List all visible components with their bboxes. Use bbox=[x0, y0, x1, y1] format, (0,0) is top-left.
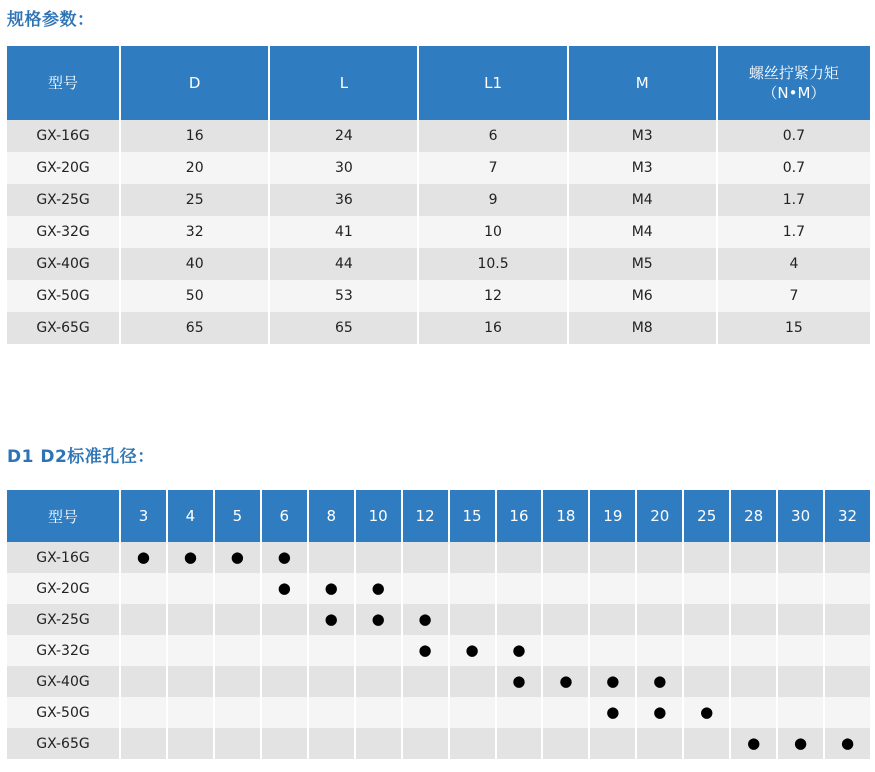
cell-bore bbox=[309, 604, 354, 635]
cell-l1: 7 bbox=[419, 152, 566, 184]
table-row bbox=[7, 666, 870, 697]
cell-model: GX-25G bbox=[7, 184, 119, 216]
bore-table bbox=[5, 489, 872, 759]
cell-bore bbox=[215, 604, 260, 635]
cell-torque: 1.7 bbox=[718, 216, 870, 248]
cell-bore bbox=[168, 542, 213, 573]
cell-bore bbox=[731, 697, 776, 728]
header-torque-label: 螺丝拧紧力矩 bbox=[748, 64, 839, 82]
cell-bore bbox=[215, 666, 260, 697]
cell-bore bbox=[731, 604, 776, 635]
cell-bore bbox=[684, 728, 729, 759]
cell-model: GX-50G bbox=[7, 697, 119, 728]
cell-bore bbox=[590, 604, 635, 635]
cell-bore bbox=[121, 573, 166, 604]
cell-l: 44 bbox=[270, 248, 417, 280]
cell-bore bbox=[168, 573, 213, 604]
cell-l1: 9 bbox=[419, 184, 566, 216]
availability-dot: ● bbox=[230, 547, 244, 566]
cell-bore bbox=[684, 573, 729, 604]
cell-bore bbox=[121, 666, 166, 697]
cell-bore bbox=[309, 697, 354, 728]
cell-model: GX-50G bbox=[7, 280, 119, 312]
cell-bore bbox=[121, 635, 166, 666]
header-l: L bbox=[270, 45, 417, 120]
cell-bore bbox=[215, 573, 260, 604]
bore-header-row bbox=[7, 489, 870, 542]
availability-dot: ● bbox=[324, 609, 338, 628]
bore-header-size: 5 bbox=[215, 489, 260, 542]
header-torque-unit: （N•M） bbox=[762, 84, 826, 102]
cell-bore bbox=[356, 697, 401, 728]
cell-bore bbox=[590, 666, 635, 697]
availability-dot: ● bbox=[371, 578, 385, 597]
bore-header-size: 32 bbox=[825, 489, 870, 542]
cell-bore bbox=[778, 542, 823, 573]
cell-l: 53 bbox=[270, 280, 417, 312]
bore-header-size: 30 bbox=[778, 489, 823, 542]
cell-bore bbox=[262, 666, 307, 697]
cell-bore bbox=[637, 697, 682, 728]
cell-bore bbox=[825, 573, 870, 604]
bore-header-size: 28 bbox=[731, 489, 776, 542]
cell-bore bbox=[403, 666, 448, 697]
cell-bore bbox=[825, 697, 870, 728]
bore-header-size: 25 bbox=[684, 489, 729, 542]
bore-header-size: 15 bbox=[450, 489, 495, 542]
cell-torque: 0.7 bbox=[718, 120, 870, 152]
cell-bore bbox=[450, 635, 495, 666]
cell-bore bbox=[497, 542, 542, 573]
bore-header-size: 6 bbox=[262, 489, 307, 542]
spec-header-row bbox=[7, 45, 870, 120]
header-d: D bbox=[121, 45, 268, 120]
cell-model: GX-32G bbox=[7, 635, 119, 666]
cell-bore bbox=[356, 573, 401, 604]
cell-l: 36 bbox=[270, 184, 417, 216]
cell-bore bbox=[403, 542, 448, 573]
bore-header-size: 3 bbox=[121, 489, 166, 542]
cell-bore bbox=[825, 604, 870, 635]
cell-model: GX-20G bbox=[7, 152, 119, 184]
cell-bore bbox=[637, 666, 682, 697]
cell-model: GX-32G bbox=[7, 216, 119, 248]
cell-model: GX-16G bbox=[7, 542, 119, 573]
cell-bore bbox=[825, 635, 870, 666]
cell-l: 41 bbox=[270, 216, 417, 248]
availability-dot: ● bbox=[606, 702, 620, 721]
table-row bbox=[7, 604, 870, 635]
cell-bore bbox=[590, 635, 635, 666]
cell-l1: 10.5 bbox=[419, 248, 566, 280]
cell-bore bbox=[684, 666, 729, 697]
availability-dot: ● bbox=[183, 547, 197, 566]
availability-dot: ● bbox=[653, 702, 667, 721]
bore-header-size: 4 bbox=[168, 489, 213, 542]
cell-l1: 16 bbox=[419, 312, 566, 344]
cell-model: GX-20G bbox=[7, 573, 119, 604]
cell-bore bbox=[543, 573, 588, 604]
cell-bore bbox=[168, 604, 213, 635]
cell-bore bbox=[262, 728, 307, 759]
bore-header-size: 16 bbox=[497, 489, 542, 542]
table-row bbox=[7, 120, 870, 152]
cell-bore bbox=[450, 604, 495, 635]
cell-bore bbox=[497, 666, 542, 697]
cell-d: 65 bbox=[121, 312, 268, 344]
cell-bore bbox=[403, 604, 448, 635]
cell-bore bbox=[168, 666, 213, 697]
cell-l1: 10 bbox=[419, 216, 566, 248]
cell-bore bbox=[309, 542, 354, 573]
availability-dot: ● bbox=[559, 671, 573, 690]
bore-header-size: 19 bbox=[590, 489, 635, 542]
bore-header-size: 8 bbox=[309, 489, 354, 542]
cell-d: 20 bbox=[121, 152, 268, 184]
spec-table bbox=[5, 45, 872, 344]
cell-bore bbox=[168, 697, 213, 728]
cell-bore bbox=[450, 542, 495, 573]
cell-m: M3 bbox=[569, 152, 716, 184]
bore-header-model: 型号 bbox=[7, 489, 119, 542]
availability-dot: ● bbox=[465, 640, 479, 659]
cell-bore bbox=[403, 573, 448, 604]
availability-dot: ● bbox=[277, 578, 291, 597]
cell-bore bbox=[309, 635, 354, 666]
cell-torque: 1.7 bbox=[718, 184, 870, 216]
header-torque bbox=[718, 45, 870, 120]
cell-bore bbox=[778, 697, 823, 728]
cell-d: 50 bbox=[121, 280, 268, 312]
cell-bore bbox=[215, 542, 260, 573]
cell-bore bbox=[543, 542, 588, 573]
cell-bore bbox=[262, 573, 307, 604]
cell-bore bbox=[731, 635, 776, 666]
cell-bore bbox=[356, 542, 401, 573]
cell-model: GX-16G bbox=[7, 120, 119, 152]
cell-bore bbox=[825, 666, 870, 697]
bore-header-size: 10 bbox=[356, 489, 401, 542]
availability-dot: ● bbox=[277, 547, 291, 566]
cell-model: GX-40G bbox=[7, 666, 119, 697]
table-row bbox=[7, 573, 870, 604]
cell-bore bbox=[497, 604, 542, 635]
cell-torque: 0.7 bbox=[718, 152, 870, 184]
header-l1: L1 bbox=[419, 45, 566, 120]
cell-bore bbox=[637, 728, 682, 759]
availability-dot: ● bbox=[418, 609, 432, 628]
cell-bore bbox=[637, 604, 682, 635]
cell-bore bbox=[168, 728, 213, 759]
cell-bore bbox=[684, 697, 729, 728]
cell-bore bbox=[403, 697, 448, 728]
cell-bore bbox=[262, 635, 307, 666]
cell-bore bbox=[262, 604, 307, 635]
cell-bore bbox=[731, 666, 776, 697]
cell-bore bbox=[450, 697, 495, 728]
cell-bore bbox=[637, 635, 682, 666]
cell-bore bbox=[825, 542, 870, 573]
cell-bore bbox=[121, 728, 166, 759]
cell-bore bbox=[356, 728, 401, 759]
header-m: M bbox=[569, 45, 716, 120]
cell-bore bbox=[778, 666, 823, 697]
cell-bore bbox=[215, 697, 260, 728]
cell-bore bbox=[590, 728, 635, 759]
table-row bbox=[7, 152, 870, 184]
cell-bore bbox=[590, 697, 635, 728]
header-model: 型号 bbox=[7, 45, 119, 120]
cell-bore bbox=[543, 728, 588, 759]
availability-dot: ● bbox=[512, 640, 526, 659]
cell-model: GX-65G bbox=[7, 312, 119, 344]
bore-header-size: 12 bbox=[403, 489, 448, 542]
cell-bore bbox=[121, 697, 166, 728]
cell-bore bbox=[778, 635, 823, 666]
cell-bore bbox=[450, 666, 495, 697]
cell-bore bbox=[497, 635, 542, 666]
bore-header-size: 18 bbox=[543, 489, 588, 542]
cell-d: 25 bbox=[121, 184, 268, 216]
cell-bore bbox=[356, 635, 401, 666]
availability-dot: ● bbox=[418, 640, 432, 659]
cell-bore bbox=[450, 573, 495, 604]
bore-section-title: D1 D2标准孔径： bbox=[7, 447, 155, 467]
cell-bore bbox=[684, 635, 729, 666]
table-row bbox=[7, 697, 870, 728]
cell-bore bbox=[121, 604, 166, 635]
cell-bore bbox=[590, 573, 635, 604]
cell-torque: 15 bbox=[718, 312, 870, 344]
cell-bore bbox=[543, 635, 588, 666]
cell-bore bbox=[590, 542, 635, 573]
availability-dot: ● bbox=[136, 547, 151, 566]
availability-dot: ● bbox=[371, 609, 385, 628]
cell-l: 30 bbox=[270, 152, 417, 184]
table-row bbox=[7, 542, 870, 573]
bore-header-size: 20 bbox=[637, 489, 682, 542]
table-row bbox=[7, 312, 870, 344]
cell-torque: 7 bbox=[718, 280, 870, 312]
cell-bore bbox=[778, 573, 823, 604]
cell-d: 40 bbox=[121, 248, 268, 280]
cell-m: M4 bbox=[569, 216, 716, 248]
cell-d: 32 bbox=[121, 216, 268, 248]
cell-bore bbox=[450, 728, 495, 759]
cell-bore bbox=[731, 573, 776, 604]
cell-bore bbox=[356, 604, 401, 635]
cell-bore bbox=[543, 604, 588, 635]
cell-bore bbox=[497, 728, 542, 759]
cell-bore bbox=[778, 604, 823, 635]
cell-bore bbox=[825, 728, 870, 759]
table-row bbox=[7, 635, 870, 666]
availability-dot: ● bbox=[324, 578, 338, 597]
cell-bore bbox=[543, 666, 588, 697]
cell-bore bbox=[497, 697, 542, 728]
cell-bore bbox=[121, 542, 166, 573]
cell-bore bbox=[778, 728, 823, 759]
cell-l: 24 bbox=[270, 120, 417, 152]
cell-bore bbox=[262, 542, 307, 573]
cell-bore bbox=[309, 666, 354, 697]
cell-d: 16 bbox=[121, 120, 268, 152]
cell-bore bbox=[356, 666, 401, 697]
availability-dot: ● bbox=[747, 733, 761, 752]
cell-bore bbox=[215, 728, 260, 759]
cell-l: 65 bbox=[270, 312, 417, 344]
cell-bore bbox=[262, 697, 307, 728]
table-row bbox=[7, 280, 870, 312]
cell-l1: 6 bbox=[419, 120, 566, 152]
cell-m: M5 bbox=[569, 248, 716, 280]
cell-m: M8 bbox=[569, 312, 716, 344]
cell-bore bbox=[403, 635, 448, 666]
cell-bore bbox=[309, 728, 354, 759]
cell-bore bbox=[637, 573, 682, 604]
cell-bore bbox=[215, 635, 260, 666]
cell-bore bbox=[731, 542, 776, 573]
availability-dot: ● bbox=[840, 733, 855, 752]
availability-dot: ● bbox=[794, 733, 808, 752]
cell-model: GX-25G bbox=[7, 604, 119, 635]
cell-bore bbox=[168, 635, 213, 666]
availability-dot: ● bbox=[512, 671, 526, 690]
cell-bore bbox=[543, 697, 588, 728]
cell-bore bbox=[684, 542, 729, 573]
cell-bore bbox=[497, 573, 542, 604]
cell-bore bbox=[637, 542, 682, 573]
cell-l1: 12 bbox=[419, 280, 566, 312]
cell-m: M3 bbox=[569, 120, 716, 152]
table-row bbox=[7, 248, 870, 280]
availability-dot: ● bbox=[653, 671, 667, 690]
availability-dot: ● bbox=[700, 702, 714, 721]
cell-bore bbox=[731, 728, 776, 759]
table-row bbox=[7, 216, 870, 248]
cell-model: GX-40G bbox=[7, 248, 119, 280]
table-row bbox=[7, 184, 870, 216]
cell-bore bbox=[684, 604, 729, 635]
cell-torque: 4 bbox=[718, 248, 870, 280]
cell-bore bbox=[403, 728, 448, 759]
availability-dot: ● bbox=[606, 671, 620, 690]
cell-model: GX-65G bbox=[7, 728, 119, 759]
cell-bore bbox=[309, 573, 354, 604]
cell-m: M6 bbox=[569, 280, 716, 312]
spec-section-title: 规格参数： bbox=[7, 10, 95, 30]
cell-m: M4 bbox=[569, 184, 716, 216]
table-row bbox=[7, 728, 870, 759]
